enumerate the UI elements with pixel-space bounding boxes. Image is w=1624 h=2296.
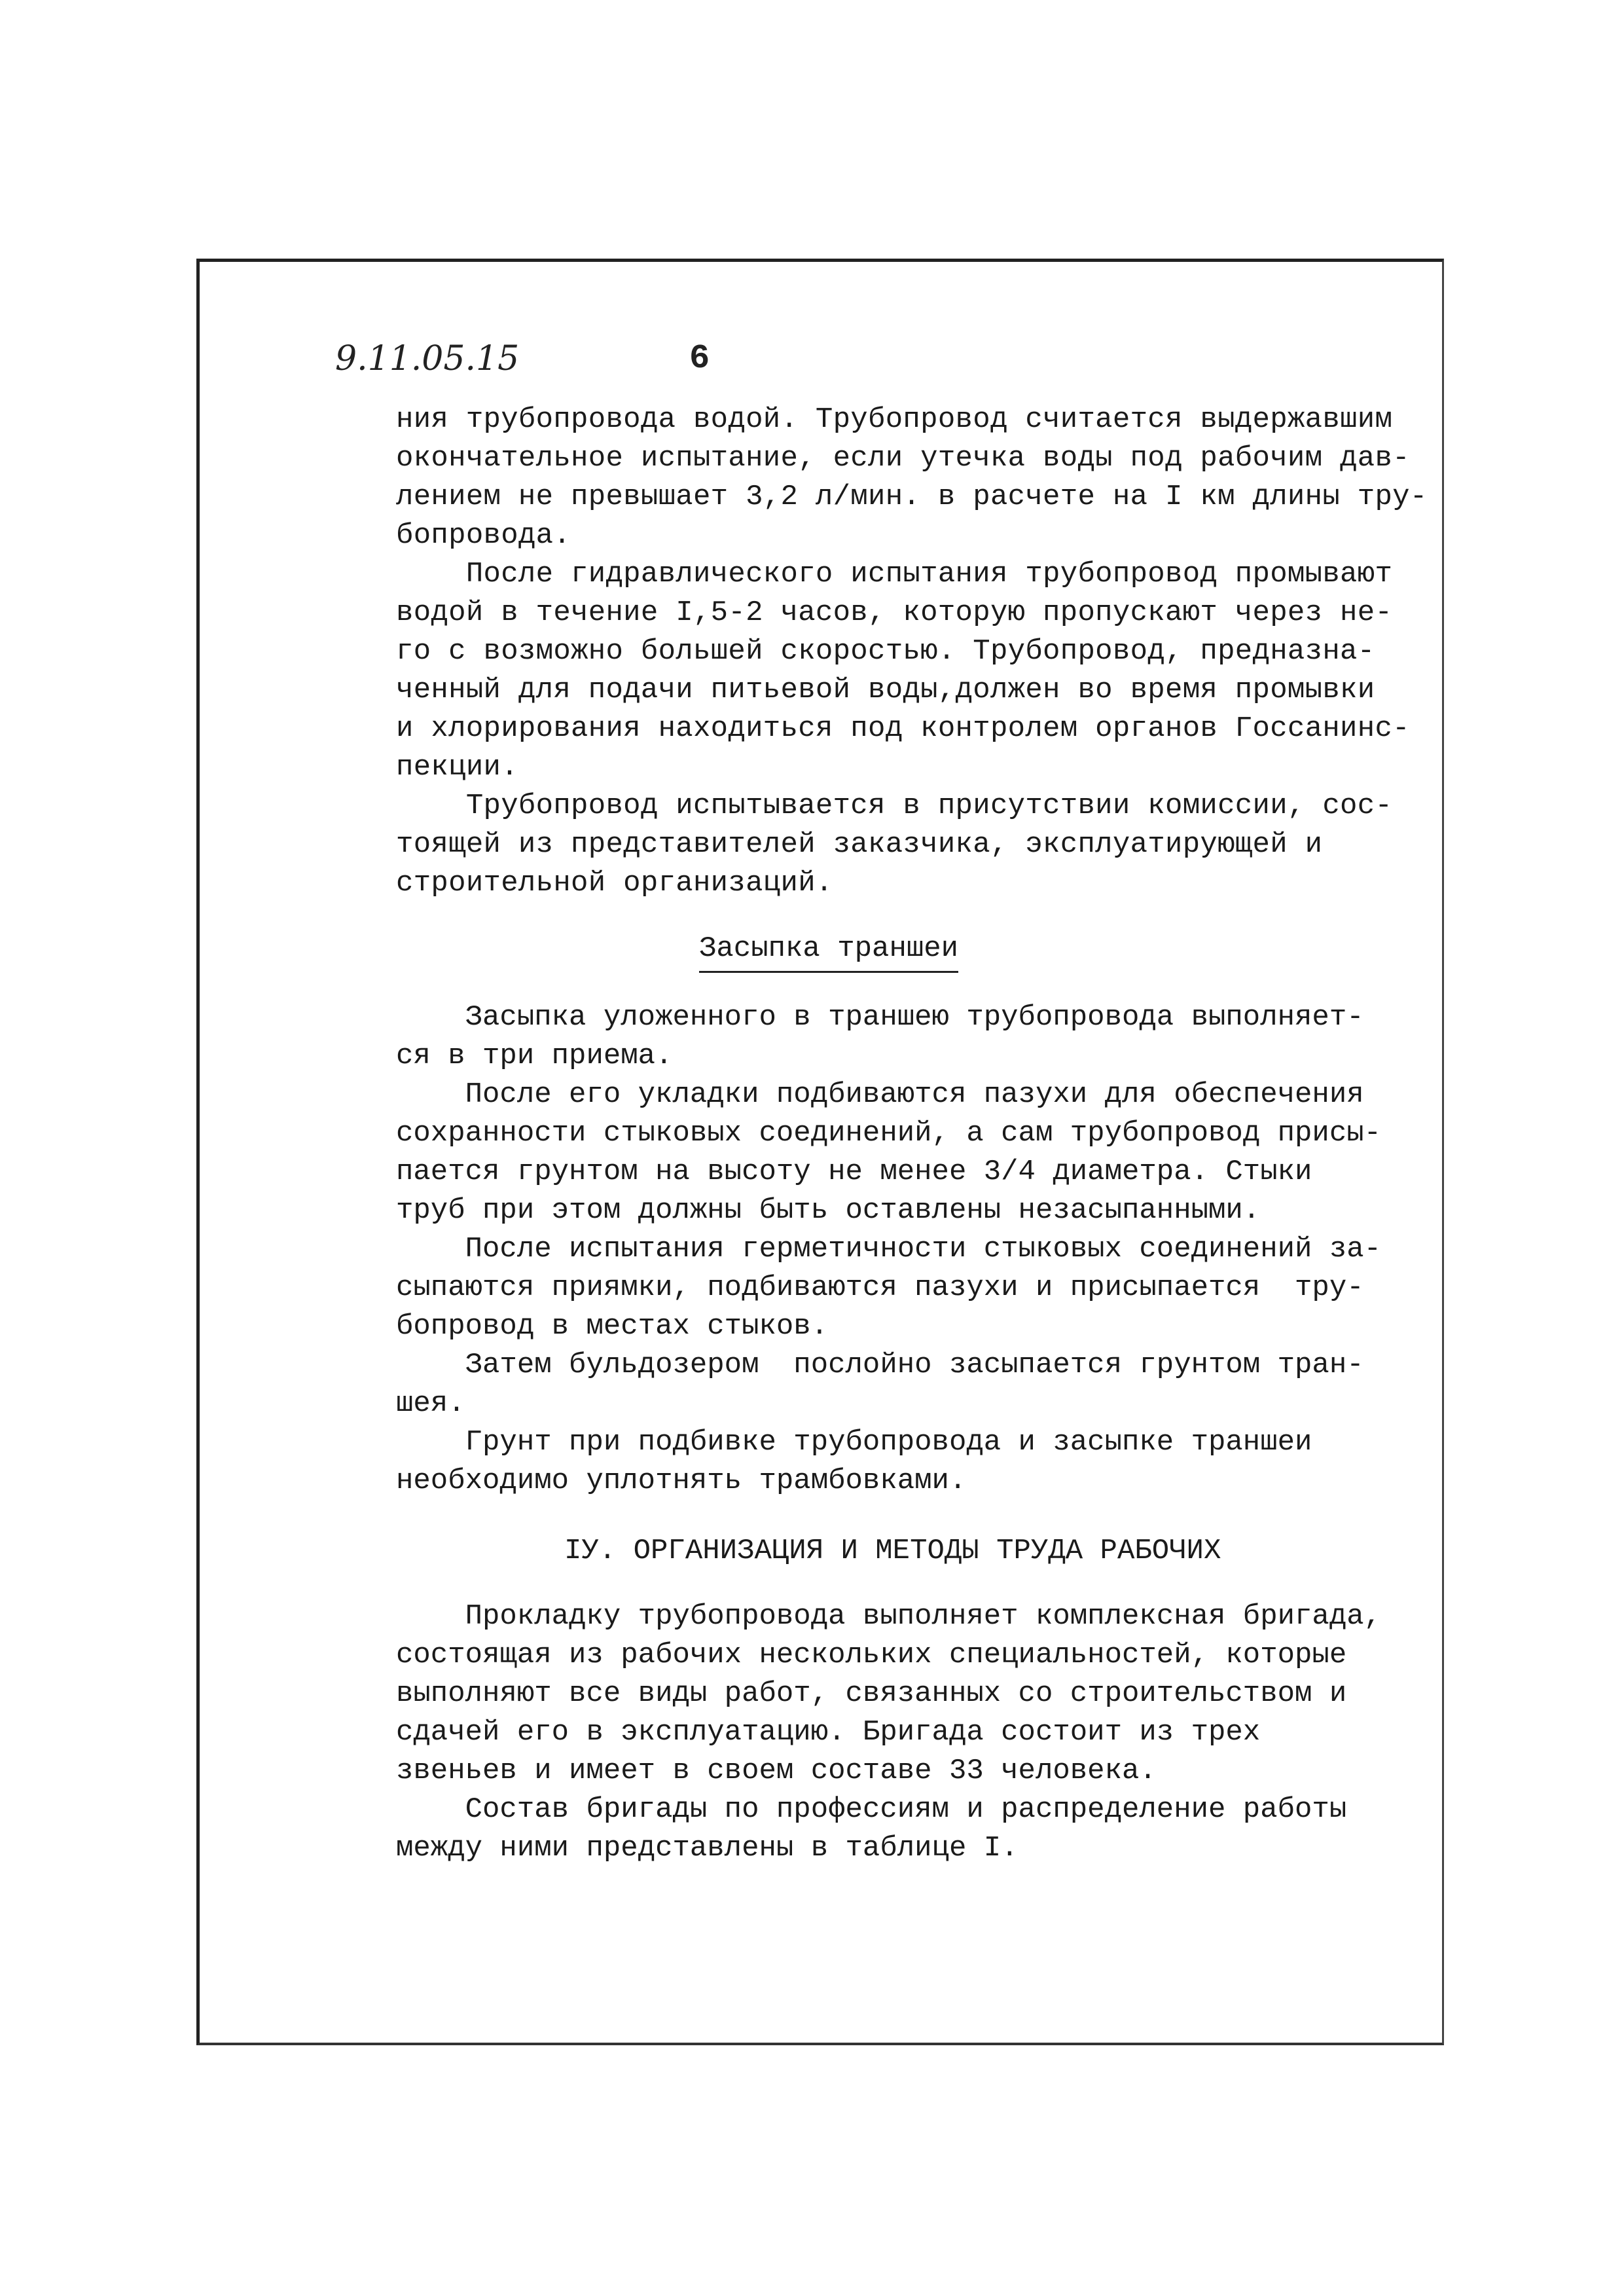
text-line: сыпаются приямки, подбиваются пазухи и присыпается тру- [396,1271,1364,1304]
text-line: тоящей из представителей заказчика, эксплуатирующей и [396,828,1323,861]
text-line: После его укладки подбиваются пазухи для обеспечения [396,1078,1364,1111]
text-line: пается грунтом на высоту не менее 3/4 диаметра. Стыки [396,1156,1312,1188]
text-line: Грунт при подбивке трубопровода и засыпке траншеи [396,1426,1312,1459]
text-line: го с возможно большей скоростью. Трубопровод, предназна- [396,635,1375,668]
paragraphs-organization [396,1597,1382,1868]
text-line: и хлорирования находиться под контролем органов Госсанинс- [396,712,1410,745]
text-line: сдачей его в эксплуатацию. Бригада состоит из трех [396,1716,1261,1749]
text-line: лением не превышает 3,2 л/мин. в расчете на I км длины тру- [396,481,1428,513]
text-line: между ними представлены в таблице I. [396,1832,1019,1865]
text-line: Прокладку трубопровода выполняет комплексная бригада, [396,1600,1382,1633]
text-line: водой в течение I,5-2 часов, которую пропускают через не- [396,596,1393,629]
heading-section-4: IУ. ОРГАНИЗАЦИЯ И МЕТОДЫ ТРУДА РАБОЧИХ [564,1535,1221,1567]
paragraphs-testing [396,401,1428,903]
text-line: пекции. [396,751,518,784]
text-line: окончательное испытание, если утечка воды под рабочим дав- [396,442,1410,475]
text-line: строительной организаций. [396,867,833,900]
text-line: труб при этом должны быть оставлены незасыпанными. [396,1194,1261,1227]
text-line: шея. [396,1387,465,1420]
document-number: 9.11.05.15 [335,339,520,378]
text-line: бопровода. [396,519,571,552]
text-line: состоящая из рабочих нескольких специальностей, которые [396,1639,1347,1671]
text-line: ся в три приема. [396,1040,673,1072]
text-line: Засыпка уложенного в траншею трубопровода выполняет- [396,1001,1364,1034]
text-line: сохранности стыковых соединений, а сам трубопровод присы- [396,1117,1382,1150]
paragraphs-backfill [396,998,1382,1501]
text-line: ния трубопровода водой. Трубопровод считается выдержавшим [396,403,1393,436]
text-line: Затем бульдозером послойно засыпается грунтом тран- [396,1349,1364,1381]
text-line: бопровод в местах стыков. [396,1310,829,1343]
page-number: 6 [689,339,710,378]
text-line: После гидравлического испытания трубопровод промывают [396,558,1393,591]
text-line: выполняют все виды работ, связанных со строительством и [396,1677,1347,1710]
text-line: необходимо уплотнять трамбовками. [396,1465,967,1497]
text-line: После испытания герметичности стыковых соединений за- [396,1233,1382,1266]
text-line: звеньев и имеет в своем составе 33 человека. [396,1755,1157,1787]
heading-backfill: Засыпка траншеи [699,930,958,973]
text-line: Состав бригады по профессиям и распределение работы [396,1793,1347,1826]
text-line: ченный для подачи питьевой воды,должен во время промывки [396,674,1375,706]
text-line: Трубопровод испытывается в присутствии комиссии, сос- [396,790,1393,822]
